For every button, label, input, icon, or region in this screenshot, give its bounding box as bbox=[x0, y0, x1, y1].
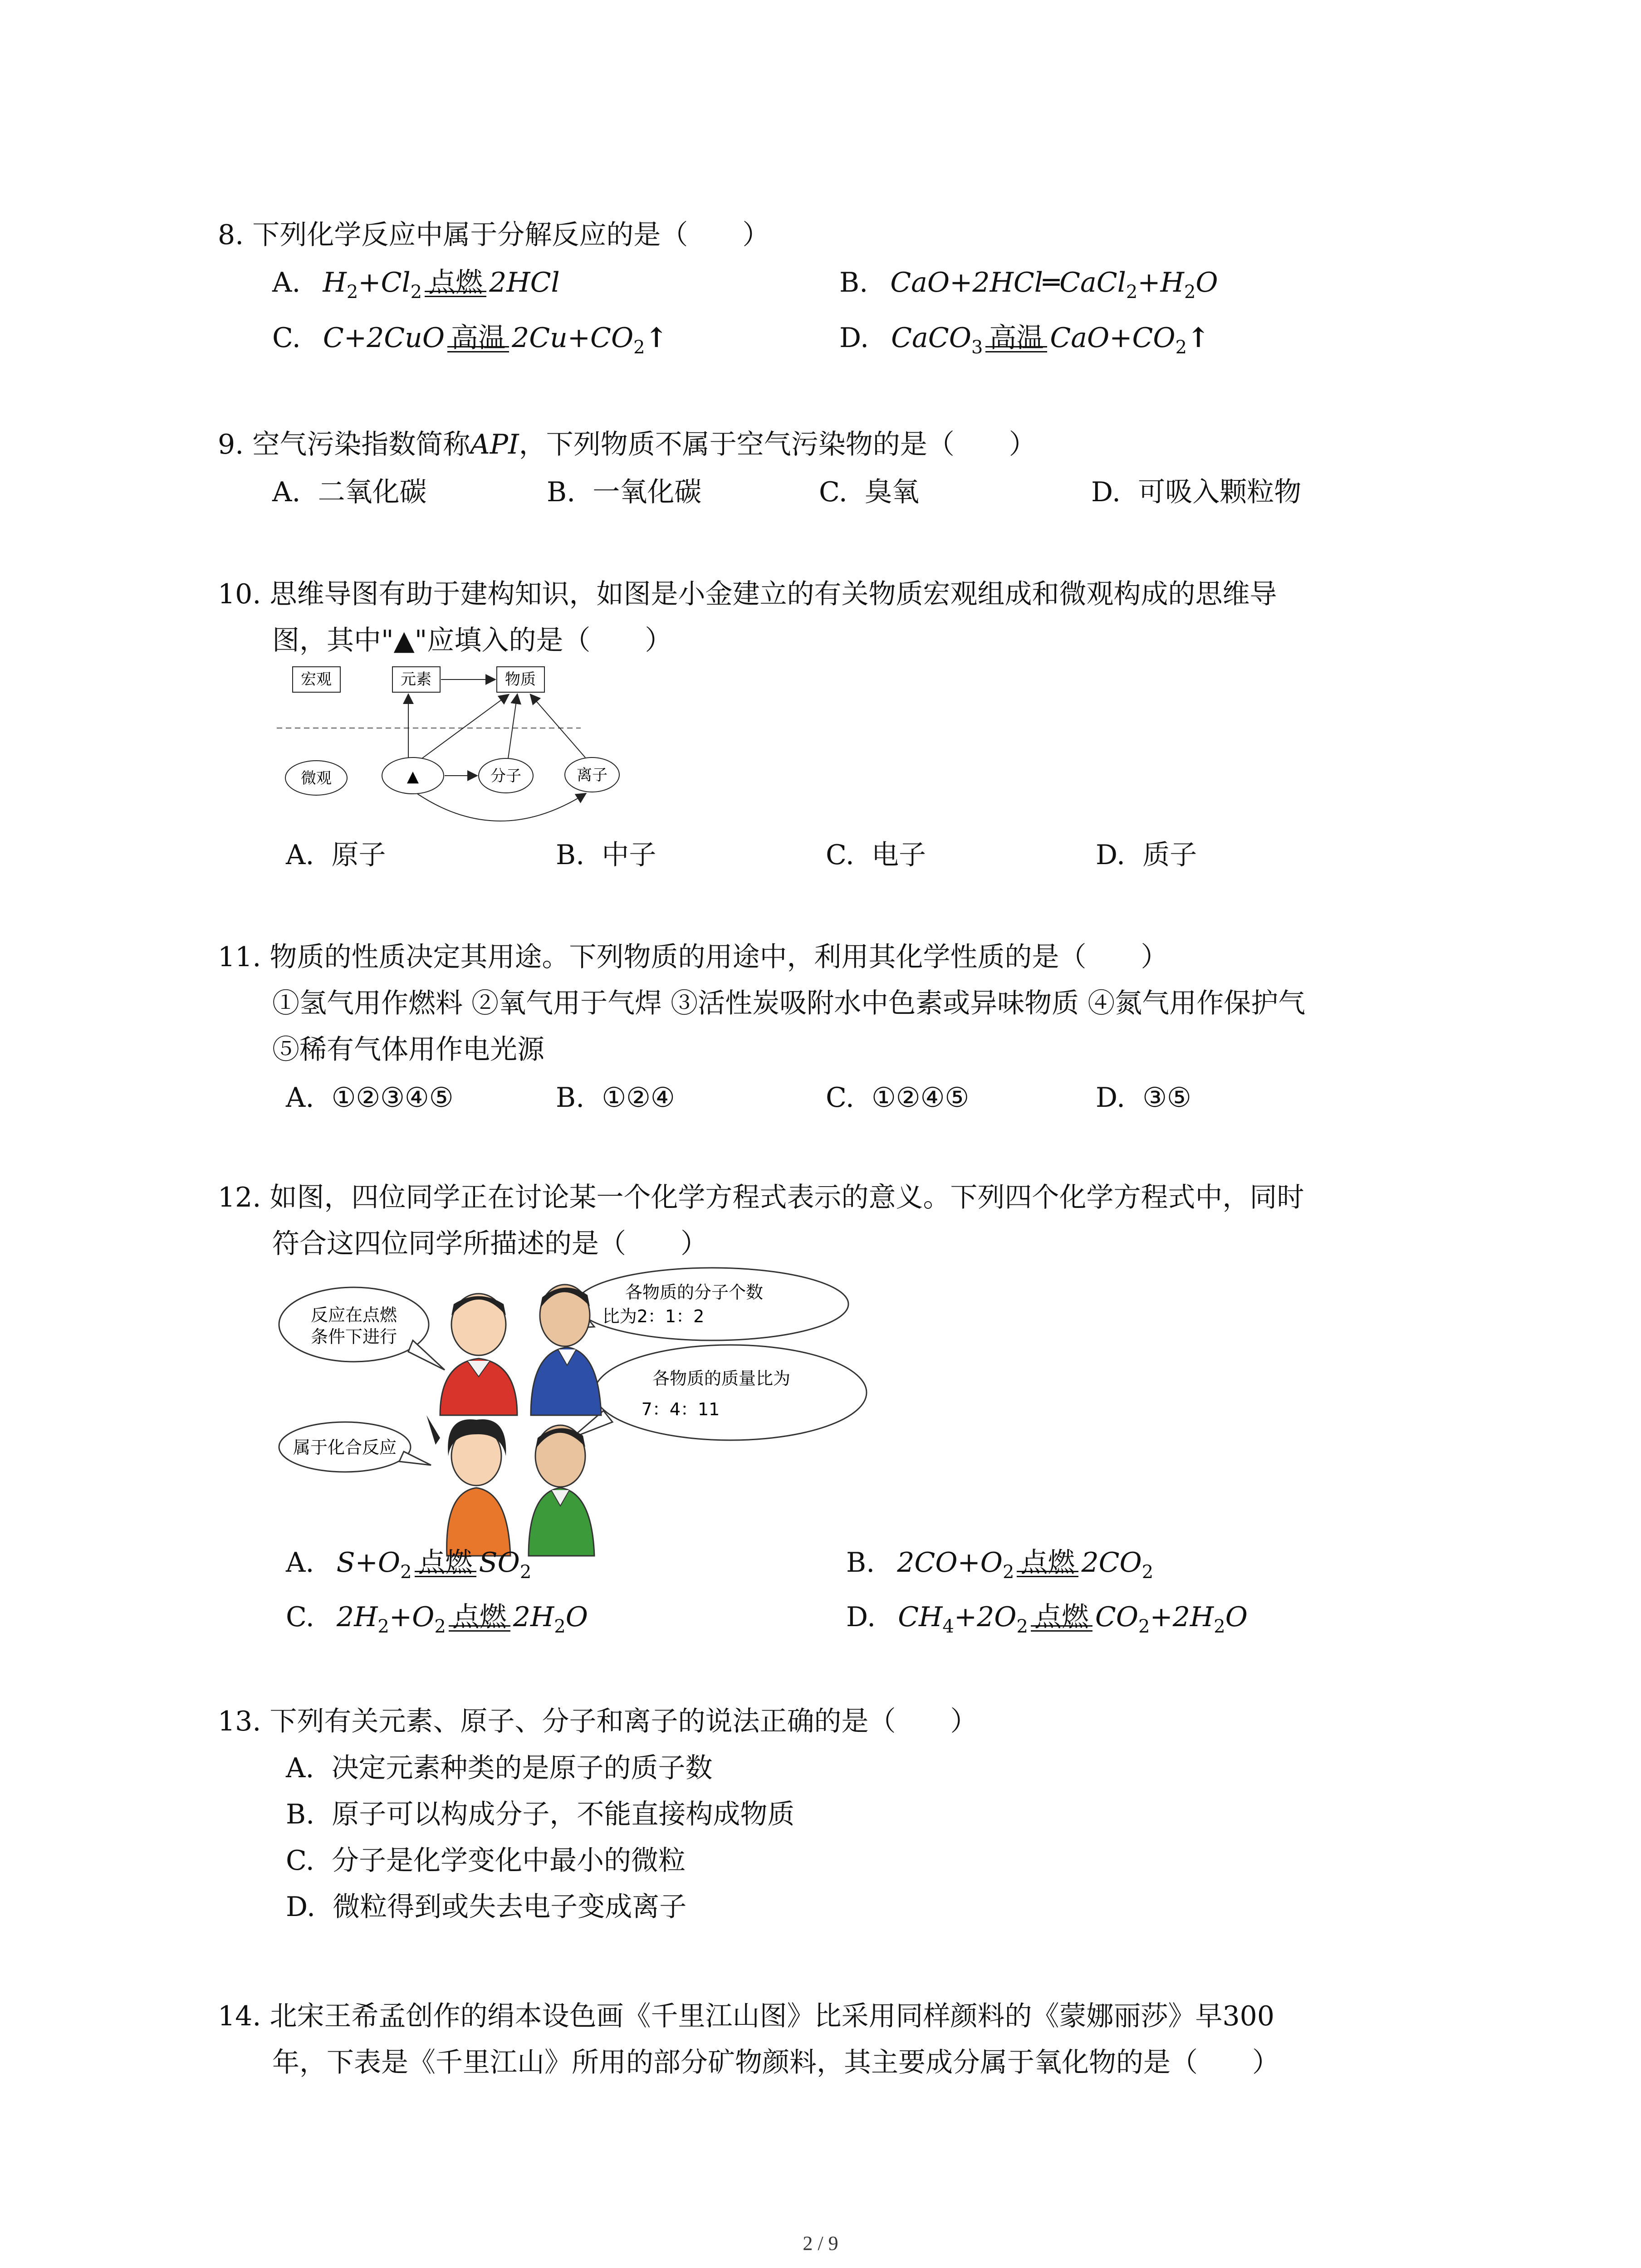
text: B. bbox=[286, 1799, 315, 1830]
text: B. bbox=[556, 1082, 585, 1114]
text: D. bbox=[1096, 1082, 1126, 1114]
ion-label: 离子 bbox=[577, 766, 607, 784]
q8-option-a-label: A. bbox=[272, 267, 301, 298]
reaction-condition: 点燃 bbox=[415, 1545, 476, 1581]
text: 2H bbox=[336, 1601, 378, 1633]
molecule-to-substance-arrow bbox=[508, 695, 517, 758]
student-green-shirt bbox=[529, 1425, 594, 1556]
student-girl-orange-shirt bbox=[426, 1415, 510, 1556]
reaction-condition: 高温 bbox=[985, 320, 1047, 356]
q12-option-b-equation bbox=[897, 1547, 1154, 1583]
text: ③⑤ bbox=[1142, 1082, 1191, 1114]
substance-label: 物质 bbox=[505, 670, 536, 689]
text: 中子 bbox=[602, 839, 656, 871]
text: B. bbox=[846, 1547, 875, 1579]
text: ①②④⑤ bbox=[872, 1082, 970, 1114]
text: CH bbox=[898, 1601, 943, 1633]
page-number: 2 / 9 bbox=[803, 2232, 838, 2254]
text: 2 bbox=[519, 1562, 532, 1583]
element-label: 元素 bbox=[401, 670, 431, 689]
reaction-condition: 点燃 bbox=[1017, 1545, 1078, 1581]
text: A. bbox=[286, 839, 314, 871]
text: O bbox=[565, 1601, 588, 1633]
text: +2O bbox=[954, 1601, 1017, 1633]
text: O bbox=[1195, 267, 1218, 298]
text: CaCO bbox=[891, 322, 971, 354]
text: 2 bbox=[1214, 1616, 1225, 1637]
q10-stem-line2: 图，其中"▲"应填入的是（ ） bbox=[272, 625, 672, 656]
text: 分子是化学变化中最小的微粒 bbox=[332, 1845, 686, 1877]
text: 可吸入颗粒物 bbox=[1138, 476, 1302, 508]
text: CaO+CO bbox=[1050, 322, 1176, 354]
text: O bbox=[1225, 1601, 1248, 1633]
text: S+O bbox=[336, 1547, 401, 1579]
text: SO bbox=[479, 1547, 520, 1579]
reaction-condition: 高温 bbox=[447, 320, 509, 356]
text: +H bbox=[1137, 267, 1184, 298]
text: 臭氧 bbox=[865, 476, 919, 508]
text: 一氧化碳 bbox=[593, 476, 702, 508]
text: 2 bbox=[400, 1562, 412, 1583]
q9-option-d bbox=[1091, 474, 1301, 510]
text: 2 bbox=[1016, 1616, 1028, 1637]
q11-option-d bbox=[1096, 1080, 1191, 1116]
text: C. bbox=[826, 839, 854, 871]
q11-option-b bbox=[556, 1080, 675, 1116]
q12-option-b bbox=[846, 1545, 1153, 1590]
text: 质子 bbox=[1142, 839, 1197, 871]
micro-label: 微观 bbox=[301, 769, 332, 787]
q13-option-c bbox=[286, 1843, 686, 1879]
q11-items-line1: ①氢气用作燃料 ②氧气用于气焊 ③活性炭吸附水中色素或异味物质 ④氮气用作保护气 bbox=[272, 987, 1306, 1019]
text: C+2CuO bbox=[323, 322, 445, 354]
bubble-tail bbox=[399, 1452, 431, 1465]
bubble-1-line2: 条件下进行 bbox=[310, 1327, 397, 1347]
text: ①②③④⑤ bbox=[331, 1082, 454, 1114]
text: 原子可以构成分子，不能直接构成物质 bbox=[332, 1799, 795, 1830]
text: 2CO+O bbox=[897, 1547, 1003, 1579]
text: 2 bbox=[1141, 1562, 1154, 1583]
speech-bubble-2 bbox=[576, 1268, 848, 1340]
q8-option-b-equation bbox=[890, 267, 1218, 303]
q12-discussion-illustration bbox=[277, 1266, 876, 1565]
text: B. bbox=[547, 476, 576, 508]
text: C. bbox=[826, 1082, 854, 1114]
text: 3 bbox=[971, 337, 983, 358]
reaction-condition: 点燃 bbox=[1031, 1599, 1092, 1635]
q11-option-c bbox=[826, 1080, 969, 1116]
text: 2CO bbox=[1081, 1547, 1142, 1579]
reaction-condition: 点燃 bbox=[449, 1599, 510, 1635]
q9-stem bbox=[218, 426, 1036, 463]
q14-stem-line2: 年，下表是《千里江山》所用的部分矿物颜料，其主要成分属于氧化物的是（ ） bbox=[272, 2047, 1279, 2078]
text: 电子 bbox=[872, 839, 926, 871]
text: 2 bbox=[434, 1616, 446, 1637]
q8-option-c-label: C. bbox=[272, 322, 301, 354]
text: 决定元素种类的是原子的质子数 bbox=[331, 1752, 713, 1784]
atom-to-substance-arrow bbox=[422, 695, 508, 758]
q12-option-c-equation bbox=[336, 1601, 588, 1637]
q10-option-a bbox=[286, 837, 386, 873]
text: +2H bbox=[1150, 1601, 1214, 1633]
text: 2 bbox=[377, 1616, 389, 1637]
text: 2 bbox=[554, 1616, 566, 1637]
q13-option-a bbox=[286, 1750, 713, 1786]
q8-option-a bbox=[272, 264, 560, 310]
text: +O bbox=[389, 1601, 435, 1633]
q14-stem-line1: 14. 北宋王希孟创作的绢本设色画《千里江山图》比采用同样颜料的《蒙娜丽莎》早300 bbox=[218, 2000, 1275, 2032]
q10-option-d bbox=[1096, 837, 1197, 873]
q9-option-c bbox=[819, 474, 919, 510]
text: Cl bbox=[381, 267, 411, 298]
triangle-placeholder: ▲ bbox=[407, 767, 419, 786]
text: ↑ bbox=[645, 322, 668, 354]
bubble-2-line1: 各物质的分子个数 bbox=[625, 1282, 764, 1302]
text: D. bbox=[1091, 476, 1121, 508]
q9-option-a bbox=[272, 474, 427, 510]
q8-option-d-equation bbox=[891, 322, 1210, 358]
q11-stem: 11. 物质的性质决定其用途。下列物质的用途中，利用其化学性质的是（ ） bbox=[218, 941, 1168, 973]
q8-option-d-label: D. bbox=[839, 322, 869, 354]
text: C. bbox=[286, 1845, 314, 1877]
ion-to-substance-arrow bbox=[531, 695, 585, 758]
q12-option-a bbox=[286, 1545, 531, 1590]
text: C. bbox=[286, 1601, 314, 1633]
q8-option-c bbox=[272, 320, 668, 366]
q11-option-a bbox=[286, 1080, 454, 1116]
q12-stem-line1: 12. 如图，四位同学正在讨论某一个化学方程式表示的意义。下列四个化学方程式中，同时 bbox=[218, 1182, 1304, 1213]
text: 2 bbox=[1002, 1562, 1014, 1583]
text: 2 bbox=[1126, 282, 1138, 303]
student-red-shirt bbox=[440, 1294, 517, 1415]
text: D. bbox=[1096, 839, 1126, 871]
q12-option-a-equation bbox=[336, 1547, 532, 1583]
q8-option-d bbox=[839, 320, 1210, 366]
text: API bbox=[470, 429, 519, 460]
q13-option-b bbox=[286, 1796, 794, 1833]
text: CO bbox=[1095, 1601, 1139, 1633]
text: 2 bbox=[410, 282, 422, 303]
text: ↑ bbox=[1187, 322, 1210, 354]
q12-stem-line2: 符合这四位同学所描述的是（ ） bbox=[272, 1228, 708, 1260]
q8-option-a-equation bbox=[323, 267, 560, 303]
text: 2 bbox=[1184, 282, 1196, 303]
bubble-3-line2: 7：4：11 bbox=[641, 1399, 720, 1419]
text: 微粒得到或失去电子变成离子 bbox=[333, 1891, 687, 1923]
text: 4 bbox=[942, 1616, 954, 1637]
text: 2H bbox=[513, 1601, 554, 1633]
text: ，下列物质不属于空气污染物的是（ ） bbox=[519, 429, 1036, 460]
q11-items-line2: ⑤稀有气体用作电光源 bbox=[272, 1034, 544, 1066]
bubble-1-line1: 反应在点燃 bbox=[310, 1305, 397, 1325]
text: CaO+2HCl═CaCl bbox=[890, 267, 1126, 298]
text: A. bbox=[286, 1082, 314, 1114]
q9-option-b bbox=[547, 474, 701, 510]
q8-option-b-label: B. bbox=[839, 267, 868, 298]
text: 2 bbox=[1138, 1616, 1150, 1637]
q8-stem: 8. 下列化学反应中属于分解反应的是（ ） bbox=[218, 219, 770, 251]
text: 2 bbox=[633, 337, 645, 358]
q10-stem-line1: 10. 思维导图有助于建构知识，如图是小金建立的有关物质宏观组成和微观构成的思维导 bbox=[218, 578, 1277, 610]
speech-bubble-3 bbox=[594, 1345, 867, 1440]
bubble-4-text: 属于化合反应 bbox=[293, 1437, 397, 1457]
text: 9. 空气污染指数简称 bbox=[218, 429, 470, 460]
text: + bbox=[358, 267, 381, 298]
text: C. bbox=[819, 476, 847, 508]
text: 2 bbox=[1175, 337, 1187, 358]
q8-option-c-equation bbox=[323, 322, 668, 358]
reaction-condition: 点燃 bbox=[425, 264, 486, 301]
text: 2Cu+CO bbox=[512, 322, 634, 354]
text: A. bbox=[272, 476, 301, 508]
q10-option-b bbox=[556, 837, 656, 873]
text: A. bbox=[286, 1752, 314, 1784]
atom-to-ion-arrow bbox=[417, 794, 585, 821]
text: 2 bbox=[346, 282, 358, 303]
text: D. bbox=[846, 1601, 876, 1633]
q13-option-d bbox=[286, 1889, 686, 1925]
q12-option-d bbox=[846, 1599, 1248, 1645]
q13-stem: 13. 下列有关元素、原子、分子和离子的说法正确的是（ ） bbox=[218, 1706, 978, 1737]
macro-label: 宏观 bbox=[301, 670, 332, 689]
text: B. bbox=[556, 839, 585, 871]
q8-option-b bbox=[839, 264, 1218, 310]
text: D. bbox=[286, 1891, 316, 1923]
bubble-2-line2: 比为2：1：2 bbox=[602, 1306, 705, 1326]
text: 2HCl bbox=[489, 267, 560, 298]
q10-mind-map-diagram bbox=[272, 658, 635, 848]
text: A. bbox=[286, 1547, 314, 1579]
bubble-3-line1: 各物质的质量比为 bbox=[652, 1369, 791, 1388]
text: H bbox=[323, 267, 347, 298]
text: 原子 bbox=[331, 839, 386, 871]
q12-option-d-equation bbox=[898, 1601, 1248, 1637]
text: 二氧化碳 bbox=[318, 476, 427, 508]
q10-option-c bbox=[826, 837, 926, 873]
molecule-label: 分子 bbox=[490, 767, 521, 785]
q12-option-c bbox=[286, 1599, 588, 1645]
text: ①②④ bbox=[602, 1082, 675, 1114]
bubble-tail bbox=[408, 1340, 445, 1370]
